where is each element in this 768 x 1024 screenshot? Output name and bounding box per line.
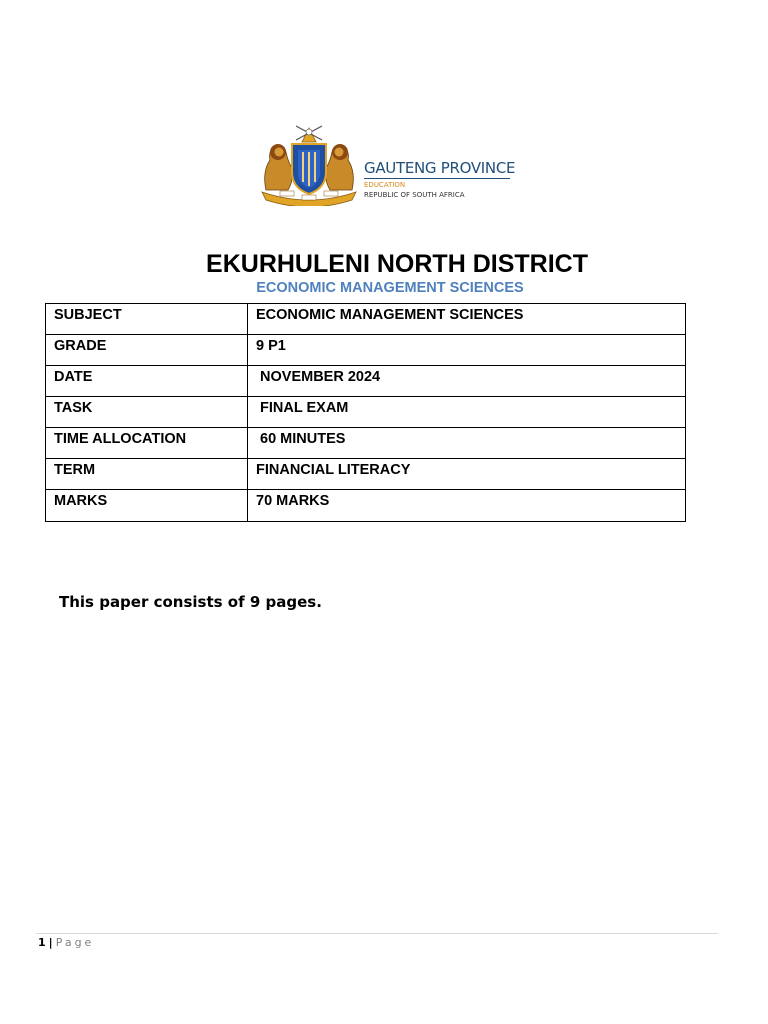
row-label: DATE bbox=[46, 366, 248, 397]
table-row bbox=[46, 366, 686, 397]
row-label: TIME ALLOCATION bbox=[46, 428, 248, 459]
exam-info-table bbox=[45, 303, 686, 522]
row-value: FINAL EXAM bbox=[248, 397, 686, 428]
row-value: 9 P1 bbox=[248, 335, 686, 366]
gauteng-education-logo bbox=[258, 122, 518, 208]
table-row bbox=[46, 397, 686, 428]
row-label: TASK bbox=[46, 397, 248, 428]
row-label: MARKS bbox=[46, 490, 248, 522]
row-value: NOVEMBER 2024 bbox=[248, 366, 686, 397]
page-footer bbox=[38, 936, 94, 950]
table-row bbox=[46, 459, 686, 490]
row-value: ECONOMIC MANAGEMENT SCIENCES bbox=[248, 304, 686, 335]
table-row bbox=[46, 428, 686, 459]
page-count-note: This paper consists of 9 pages. bbox=[59, 593, 322, 611]
page-label: Page bbox=[55, 936, 95, 949]
row-label: GRADE bbox=[46, 335, 248, 366]
page-number: 1 bbox=[38, 936, 46, 949]
footer-separator: | bbox=[48, 936, 53, 949]
footer-divider bbox=[36, 933, 718, 934]
country-name: REPUBLIC OF SOUTH AFRICA bbox=[364, 191, 465, 199]
row-label: TERM bbox=[46, 459, 248, 490]
district-title: EKURHULENI NORTH DISTRICT bbox=[206, 250, 588, 278]
province-name: GAUTENG PROVINCE bbox=[364, 159, 516, 177]
table-row bbox=[46, 304, 686, 335]
logo-text bbox=[364, 160, 518, 200]
row-value: 70 MARKS bbox=[248, 490, 686, 522]
row-value: 60 MINUTES bbox=[248, 428, 686, 459]
table-row bbox=[46, 490, 686, 522]
table-row bbox=[46, 335, 686, 366]
subject-subtitle: ECONOMIC MANAGEMENT SCIENCES bbox=[256, 280, 524, 296]
row-value: FINANCIAL LITERACY bbox=[248, 459, 686, 490]
department-name: EDUCATION bbox=[364, 181, 406, 189]
logo-divider bbox=[364, 178, 510, 179]
coat-of-arms-icon bbox=[258, 122, 360, 206]
row-label: SUBJECT bbox=[46, 304, 248, 335]
